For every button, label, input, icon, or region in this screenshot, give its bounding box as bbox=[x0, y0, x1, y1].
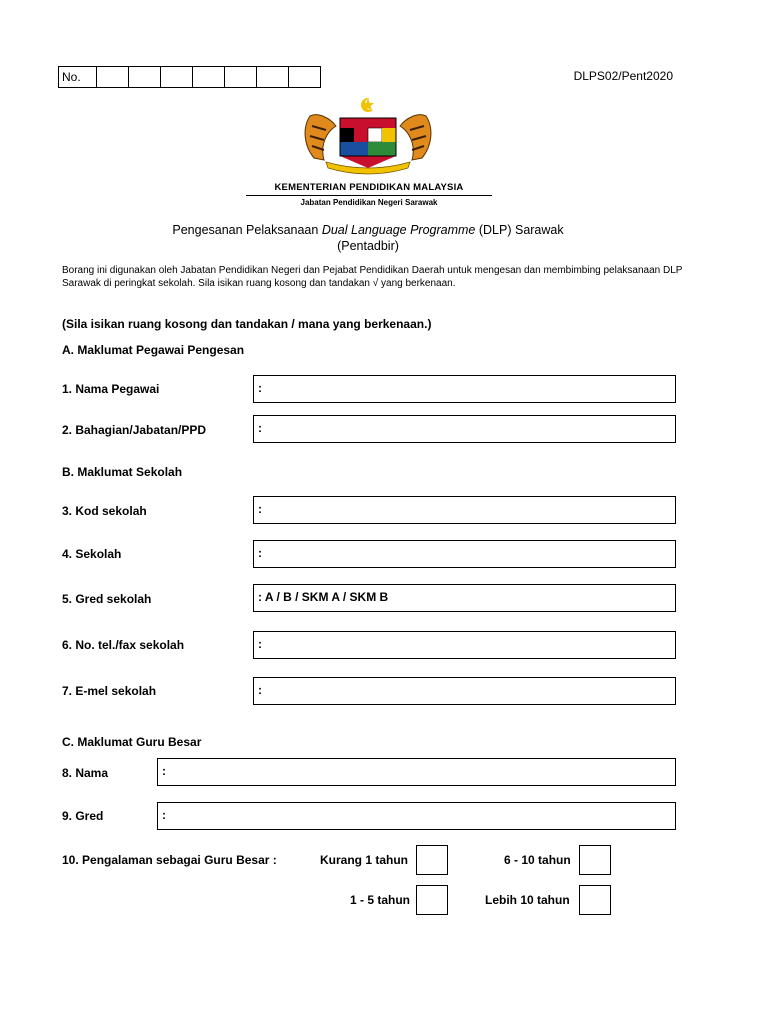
checkbox-lebih-10[interactable] bbox=[579, 885, 611, 915]
emel-field[interactable]: : bbox=[253, 677, 676, 705]
department-name: Jabatan Pendidikan Negeri Sarawak bbox=[300, 198, 438, 207]
section-c-heading: C. Maklumat Guru Besar bbox=[62, 735, 202, 749]
field-label-kod-sekolah: 3. Kod sekolah bbox=[62, 504, 147, 518]
ministry-name: KEMENTERIAN PENDIDIKAN MALAYSIA bbox=[274, 182, 464, 193]
experience-label: 10. Pengalaman sebagai Guru Besar : bbox=[62, 853, 277, 867]
gred-guru-besar-field[interactable]: : bbox=[157, 802, 676, 830]
kod-sekolah-field[interactable]: : bbox=[253, 496, 676, 524]
checkbox-6-10[interactable] bbox=[579, 845, 611, 875]
title-italic: Dual Language Programme bbox=[321, 223, 476, 237]
field-label-nama: 8. Nama bbox=[62, 766, 109, 780]
bahagian-field[interactable]: : bbox=[253, 415, 676, 443]
logo-divider bbox=[246, 195, 492, 196]
checkbox-1-5[interactable] bbox=[416, 885, 448, 915]
title-subtitle: (Pentadbir) bbox=[337, 239, 399, 253]
form-number-cell[interactable] bbox=[97, 67, 129, 87]
title-pre: Pengesanan Pelaksanaan bbox=[172, 223, 322, 237]
form-number-label: No. bbox=[59, 67, 97, 87]
field-label-tel-fax: 6. No. tel./fax sekolah bbox=[62, 638, 185, 652]
nama-guru-besar-field[interactable]: : bbox=[157, 758, 676, 786]
intro-paragraph: Borang ini digunakan oleh Jabatan Pendidikan Negeri dan Pejabat Pendidikan Daerah untuk mengesan dan membimbing pelaksanaan DLP Sarawak di peringkat sekolah. Sila isikan ruang kosong dan tandakan √ yang berkenaan. bbox=[62, 265, 683, 289]
option-label-6-10: 6 - 10 tahun bbox=[504, 853, 571, 867]
field-label-bahagian: 2. Bahagian/Jabatan/PPD bbox=[62, 423, 207, 437]
title-post: (DLP) Sarawak bbox=[475, 223, 564, 237]
gred-sekolah-field[interactable]: : A / B / SKM A / SKM B bbox=[253, 584, 676, 612]
form-number-cell[interactable] bbox=[225, 67, 257, 87]
checkbox-kurang-1[interactable] bbox=[416, 845, 448, 875]
nama-pegawai-field[interactable]: : bbox=[253, 375, 676, 403]
field-label-gred: 9. Gred bbox=[62, 809, 104, 823]
tel-fax-field[interactable]: : bbox=[253, 631, 676, 659]
instruction-note: (Sila isikan ruang kosong dan tandakan / mana yang berkenaan.) bbox=[62, 317, 432, 331]
malaysia-crest-icon bbox=[296, 96, 440, 180]
field-label-gred-sekolah: 5. Gred sekolah bbox=[62, 592, 152, 606]
form-number-cell[interactable] bbox=[161, 67, 193, 87]
sekolah-field[interactable]: : bbox=[253, 540, 676, 568]
field-label-nama-pegawai: 1. Nama Pegawai bbox=[62, 382, 160, 396]
document-reference: DLPS02/Pent2020 bbox=[573, 69, 673, 83]
form-number-cell[interactable] bbox=[289, 67, 320, 87]
option-label-kurang-1: Kurang 1 tahun bbox=[320, 853, 409, 867]
page-title bbox=[0, 222, 736, 254]
section-a-heading: A. Maklumat Pegawai Pengesan bbox=[62, 343, 245, 357]
field-label-sekolah: 4. Sekolah bbox=[62, 547, 122, 561]
form-number-boxes bbox=[58, 66, 321, 88]
section-b-heading: B. Maklumat Sekolah bbox=[62, 465, 183, 479]
option-label-lebih-10: Lebih 10 tahun bbox=[485, 893, 570, 907]
option-label-1-5: 1 - 5 tahun bbox=[350, 893, 411, 907]
form-number-cell[interactable] bbox=[193, 67, 225, 87]
form-number-cell[interactable] bbox=[129, 67, 161, 87]
field-label-emel: 7. E-mel sekolah bbox=[62, 684, 157, 698]
form-number-cell[interactable] bbox=[257, 67, 289, 87]
